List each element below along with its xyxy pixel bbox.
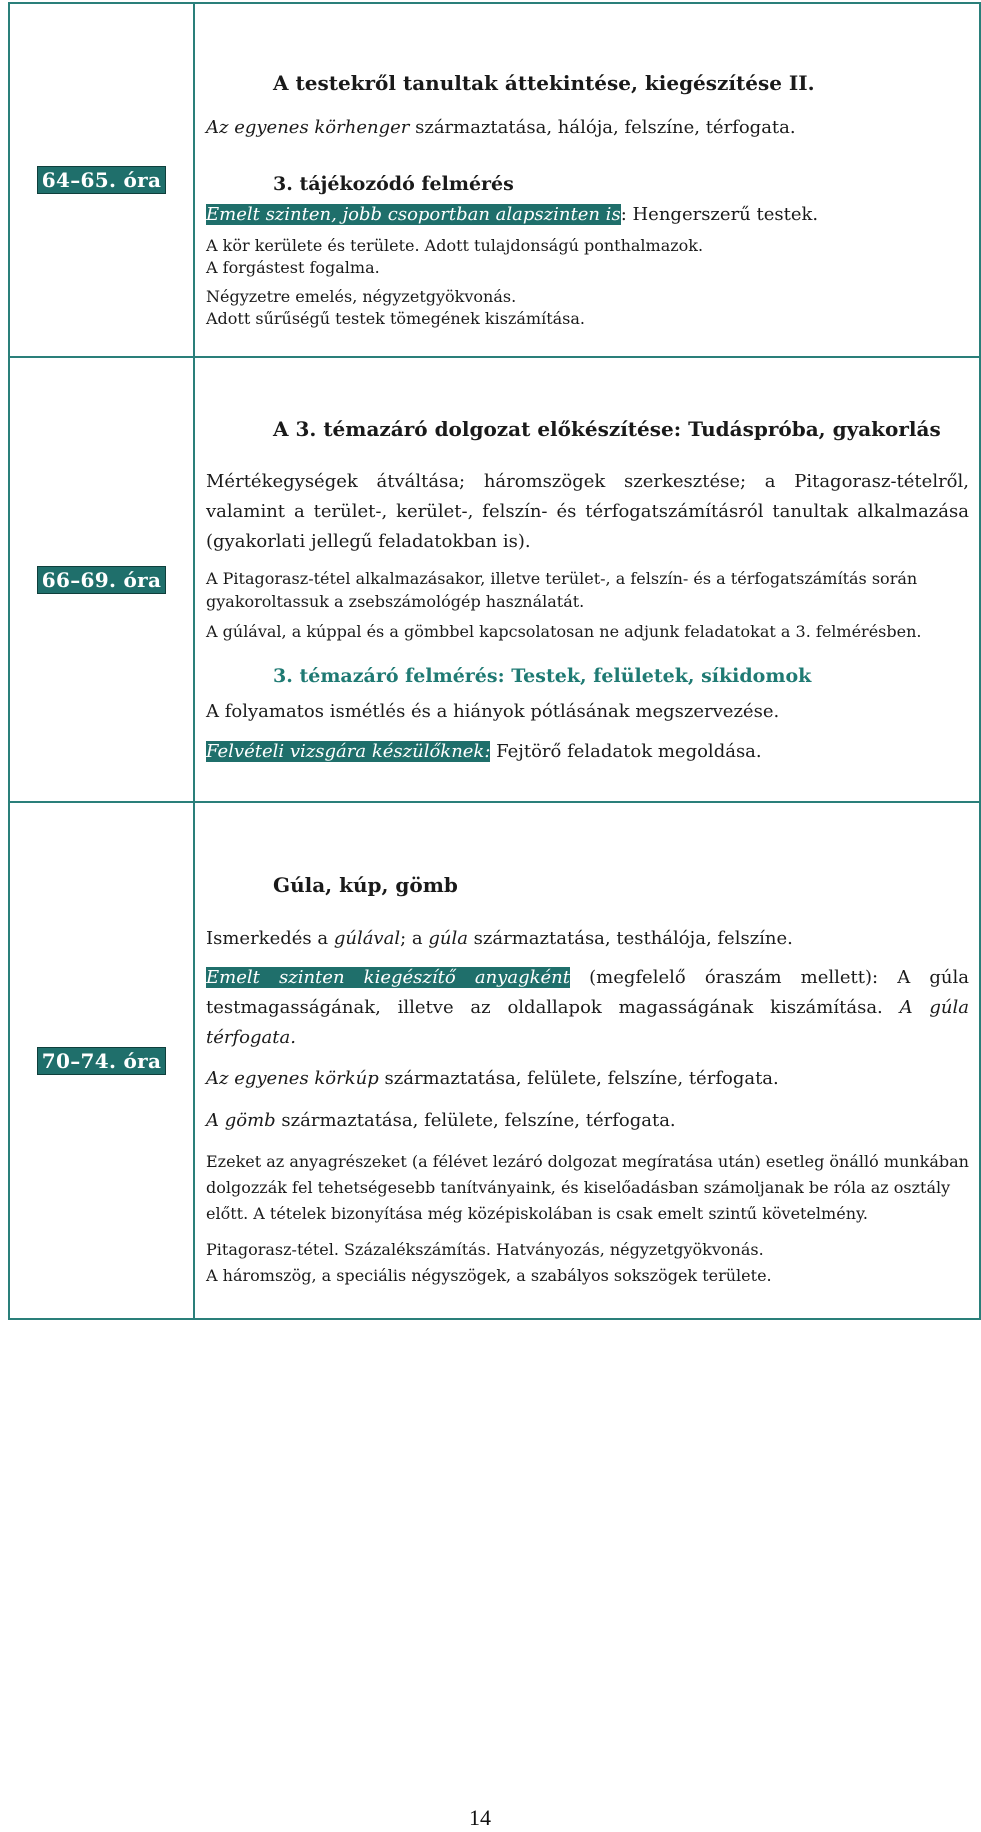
hours-badge: 70–74. óra <box>37 1047 166 1075</box>
pythagoras-line: Pitagorasz-tétel. Százalékszámítás. Hatványozás, négyzetgyökvonás. <box>206 1239 764 1259</box>
pyramid-note: A gúlával, a kúppal és a gömbbel kapcsolatosan ne adjunk feladatokat a 3. felmérésben. <box>206 622 922 641</box>
supplement-paragraph <box>206 963 969 1053</box>
advanced-rest: : Hengerszerű testek. <box>620 203 819 225</box>
section-title: Gúla, kúp, gömb <box>273 872 458 897</box>
intro-text: származtatása, testhálója, felszíne. <box>467 927 793 949</box>
calculator-paragraph: A Pitagorasz-tétel alkalmazásakor, illetve terület-, a felszín- és a térfogatszámítás során gyakoroltassuk a zsebszámológép használatát. <box>206 569 918 611</box>
intro-line <box>206 925 969 953</box>
entrance-highlight: Felvételi vizsgára készülőknek: <box>206 741 491 762</box>
content-cell <box>194 357 980 802</box>
content-cell <box>194 3 980 357</box>
hours-cell <box>9 802 194 1319</box>
intro-text: ; a <box>400 927 429 949</box>
circle-line: A kör kerülete és területe. Adott tulajdonságú ponthalmazok. <box>206 235 704 255</box>
sphere-line <box>206 1107 969 1135</box>
lesson-plan-sheet <box>8 2 970 1320</box>
intro-italic: gúla <box>428 927 468 949</box>
supplement-highlight: Emelt szinten kiegészítő anyagként <box>206 966 570 988</box>
hours-cell <box>9 3 194 357</box>
triangle-line: A háromszög, a speciális négyszögek, a szabályos sokszögek területe. <box>206 1265 772 1285</box>
entrance-line <box>206 738 969 766</box>
cylinder-rest: származtatása, hálója, felszíne, térfogata. <box>409 116 796 138</box>
hours-cell <box>9 357 194 802</box>
table-row <box>9 3 980 357</box>
content-cell <box>194 802 980 1319</box>
entrance-rest: Fejtörő feladatok megoldása. <box>490 741 762 762</box>
units-paragraph: Mértékegységek átváltása; háromszögek szerkesztése; a Pitagorasz-tételről, valamint a terület-, kerület-, felszín- és térfogatszámításról tanultak alkalmazása (gyakorlati jellegű feladatokban is). <box>206 471 969 552</box>
page-number: 14 <box>469 1805 491 1830</box>
sphere-italic: A gömb <box>206 1109 276 1131</box>
intro-text: Ismerkedés a <box>206 927 334 949</box>
advanced-highlight: Emelt szinten, jobb csoportban alapszinten is <box>206 203 621 225</box>
review-line: A folyamatos ismétlés és a hiányok pótlásának megszervezése. <box>206 701 780 722</box>
section-title: A testekről tanultak áttekintése, kiegészítése II. <box>273 70 815 95</box>
gifted-paragraph: Ezeket az anyagrészeket (a félévet lezáró dolgozat megíratása után) esetleg önálló munkában dolgozzák fel tehetségesebb tanítványaink, és kiselőadásban számoljanak be róla az osztály előtt. A tételek bizonyítása még középiskolában is csak emelt szintű követelmény. <box>206 1151 969 1223</box>
table-row <box>9 802 980 1319</box>
lesson-plan-table <box>8 2 981 1320</box>
survey-title: 3. tájékozódó felmérés <box>273 172 514 195</box>
sphere-rest: származtatása, felülete, felszíne, térfogata. <box>275 1109 676 1131</box>
section-title: A 3. témazáró dolgozat előkészítése: Tudáspróba, gyakorlás <box>273 417 941 441</box>
square-line: Négyzetre emelés, négyzetgyökvonás. <box>206 286 517 306</box>
intro-italic: gúlával <box>333 927 401 949</box>
hours-badge: 66–69. óra <box>37 566 166 594</box>
cylinder-line <box>206 115 969 141</box>
rotation-line: A forgástest fogalma. <box>206 257 380 277</box>
cone-italic: Az egyenes körkúp <box>206 1067 379 1089</box>
cylinder-italic: Az egyenes körhenger <box>206 116 410 138</box>
density-line: Adott sűrűségű testek tömegének kiszámítása. <box>206 308 585 328</box>
cone-line <box>206 1065 969 1093</box>
supplement-rest: (megfelelő óraszám mellett): A gúla testmagasságának, illetve az oldallapok magasságának kiszámítása. <box>206 966 969 1018</box>
exam-title: 3. témazáró felmérés: Testek, felületek, síkidomok <box>273 665 812 687</box>
supplement-italic: A gúla térfogata. <box>206 996 970 1048</box>
cone-rest: származtatása, felülete, felszíne, térfogata. <box>378 1067 779 1089</box>
advanced-line <box>206 201 969 229</box>
hours-badge: 64–65. óra <box>37 166 166 194</box>
table-row <box>9 357 980 802</box>
